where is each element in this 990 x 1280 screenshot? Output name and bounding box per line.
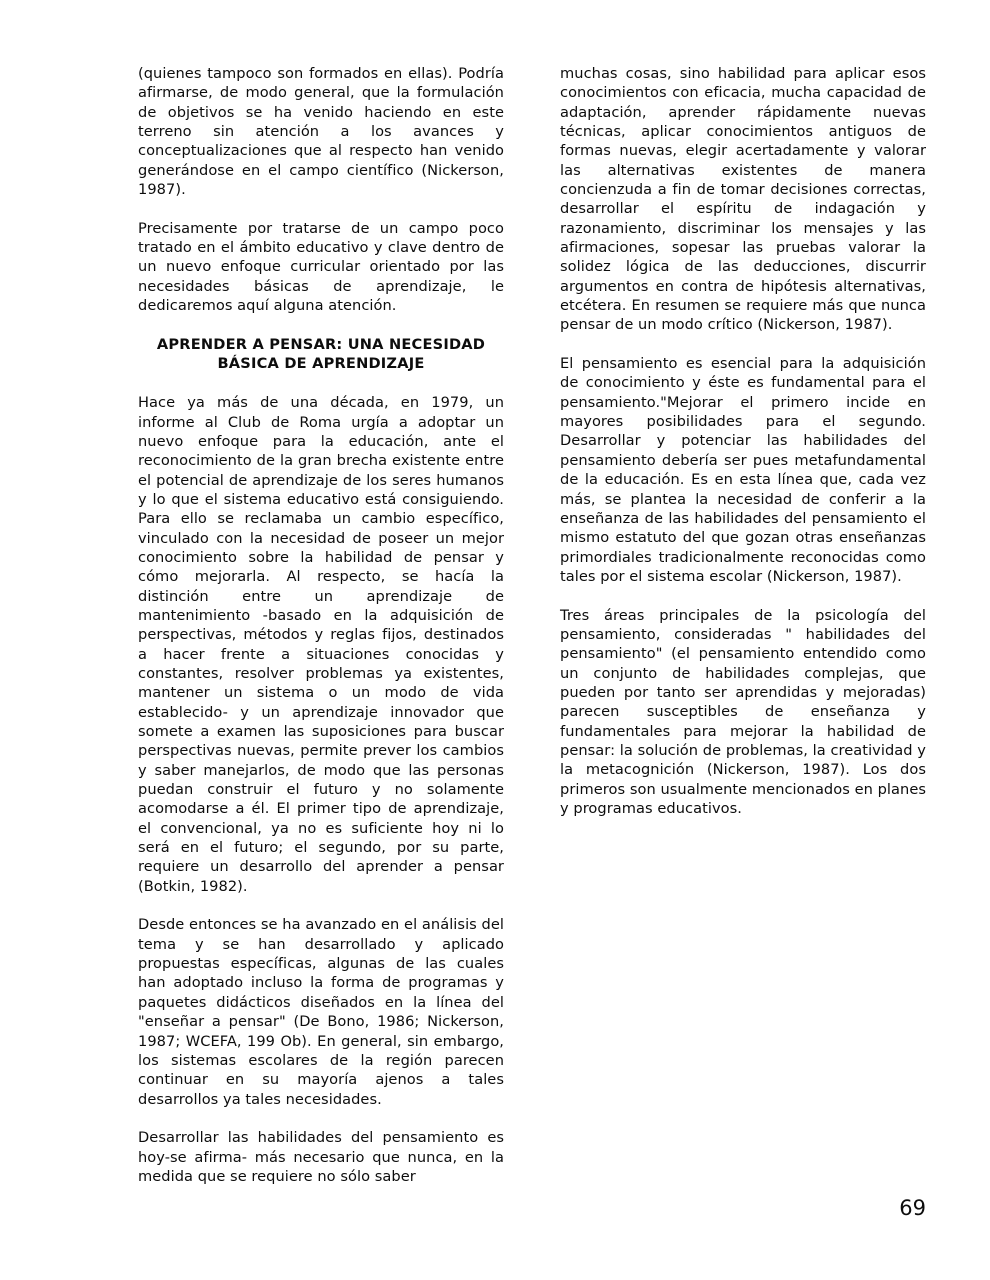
paragraph-quienes-tampoco: (quienes tampoco son formados en ellas). Podría afirmarse, de modo general, que la formulación de objetivos se ha venido haciendo en este terreno sin atención a los avances y conceptualizaciones que al respecto han venido generándose en el campo científico (Nickerson, 1987). <box>138 65 504 199</box>
two-column-text-body <box>138 64 926 1186</box>
paragraph-hace-ya-mas-de-una-decada: Hace ya más de una década, en 1979, un informe al Club de Roma urgía a adoptar un nuevo enfoque para la educación, ante el reconocimiento de la gran brecha existente entre el potencial de aprendizaje de los seres humanos y lo que el sistema educativo está consiguiendo. Para ello se reclamaba un cambio específico, vinculado con la necesidad de poseer un mejor conocimiento sobre la habilidad de pensar y cómo mejorarla. Al respecto, se hacía la distinción entre un aprendizaje de mantenimiento -basado en la adquisición de perspectivas, métodos y reglas fijos, destinados a hacer frente a situaciones conocidas y constantes, resolver problemas ya existentes, mantener un sistema o un modo de vida establecido- y un aprendizaje innovador que somete a examen las suposiciones para buscar perspectivas nuevas, permite prever los cambios y saber manejarlos, de modo que las personas puedan construir el futuro y no solamente acomodarse a él. El primer tipo de aprendizaje, el convencional, ya no es suficiente hoy ni lo será en el futuro; el segundo, por su parte, requiere un desarrollo del aprender a pensar (Botkin, 1982). <box>138 394 504 895</box>
right-text-column <box>560 64 926 818</box>
paragraph-precisamente-por-tratarse: Precisamente por tratarse de un campo poco tratado en el ámbito educativo y clave dentro de un nuevo enfoque curricular orientado por las necesidades básicas de aprendizaje, le dedicaremos aquí alguna atención. <box>138 219 504 315</box>
paragraph-tres-areas-principales: Tres áreas principales de la psicología del pensamiento, consideradas " habilidades del pensamiento" (el pensamiento entendido como un conjunto de habilidades complejas, que pueden por tanto ser aprendidas y mejoradas) parecen susceptibles de enseñanza y fundamentales para mejorar la habilidad de pensar: la solución de problemas, la creatividad y la metacognición (Nickerson, 1987). Los dos primeros son usualmente mencionados en planes y programas educativos. <box>560 606 926 817</box>
page-number: 69 <box>899 1196 926 1220</box>
paragraph-desarrollar-las-habilidades: Desarrollar las habilidades del pensamiento es hoy-se afirma- más necesario que nunca, en la medida que se requiere no sólo saber <box>138 1129 504 1185</box>
paragraph-el-pensamiento-es-esencial: El pensamiento es esencial para la adquisición de conocimiento y éste es fundamental para el pensamiento."Mejorar el primero incide en mayores posibilidades para el segundo. Desarrollar y potenciar las habilidades del pensamiento debería ser pues metafundamental de la educación. Es en esta línea que, cada vez más, se plantea la necesidad de conferir a la enseñanza de las habilidades del pensamiento el mismo estatuto del que gozan otras enseñanzas primordiales tradicionalmente reconocidas como tales por el sistema escolar (Nickerson, 1987). <box>560 355 926 585</box>
left-text-column <box>138 64 504 1186</box>
section-heading-aprender-a-pensar: APRENDER A PENSAR: UNA NECESIDAD BÁSICA DE APRENDIZAJE <box>156 335 486 373</box>
paragraph-muchas-cosas: muchas cosas, sino habilidad para aplicar esos conocimientos con eficacia, mucha capacidad de adaptación, aprender rápidamente nuevas técnicas, aplicar conocimientos antiguos de formas nuevas, elegir acertadamente y valorar las alternativas existentes de manera concienzuda a fin de tomar decisiones correctas, desarrollar el espíritu de indagación y razonamiento, discriminar los mensajes y las afirmaciones, sopesar las pruebas valorar la solidez lógica de las deducciones, discurrir argumentos en contra de hipótesis alternativas, etcétera. En resumen se requiere más que nunca pensar de un modo crítico (Nickerson, 1987). <box>560 65 926 334</box>
paragraph-desde-entonces: Desde entonces se ha avanzado en el análisis del tema y se han desarrollado y aplicado propuestas específicas, algunas de las cuales han adoptado incluso la forma de programas y paquetes didácticos diseñados en la línea del "enseñar a pensar" (De Bono, 1986; Nickerson, 1987; WCEFA, 199 Ob). En general, sin embargo, los sistemas escolares de la región parecen continuar en su mayoría ajenos a tales desarrollos ya tales necesidades. <box>138 916 504 1108</box>
